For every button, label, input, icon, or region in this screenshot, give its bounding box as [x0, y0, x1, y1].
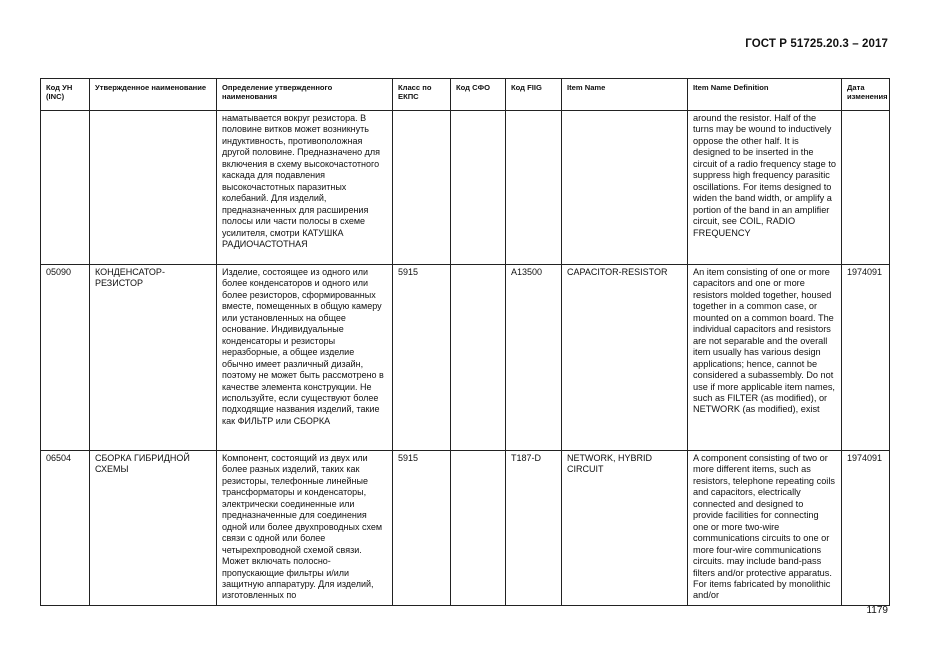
col-header-ekps-class: Класс по ЕКПС — [393, 79, 451, 111]
cell-fiig-code: A13500 — [506, 265, 562, 451]
col-header-change-date: Дата изменения — [842, 79, 890, 111]
cell-definition-ru: Компонент, состоящий из двух или более разных изделий, таких как резисторы, телефонные линейные трансформаторы и конденсаторы, электрически соединенные или предназначенные для соединения одной или более двухпроводных схем связи с одной или более четырехпроводной схемой связи. Может включать полосно-пропускающие фильтры и/или защитную аппаратуру. Для изделий, изготовленных по — [217, 451, 393, 606]
cell-approved-name — [90, 111, 217, 265]
item-name-table — [40, 78, 890, 606]
col-header-item-name-definition: Item Name Definition — [688, 79, 842, 111]
cell-fiig-code: T187-D — [506, 451, 562, 606]
cell-sfo-code — [451, 451, 506, 606]
col-header-inc: Код УН (INC) — [41, 79, 90, 111]
col-header-fiig-code: Код FIIG — [506, 79, 562, 111]
col-header-sfo-code: Код СФО — [451, 79, 506, 111]
cell-definition-en: A component consisting of two or more different items, such as resistors, telephone repeating coils and capacitors, electrically connected and designed to provide facilities for connecting one or more two-wire communications circuits to one or more four-wire communications circuits. may include band-pass filters and/or protective apparatus. For items fabricated by monolithic and/or — [688, 451, 842, 606]
cell-ekps-class: 5915 — [393, 451, 451, 606]
table-row — [41, 111, 890, 265]
cell-change-date — [842, 111, 890, 265]
cell-definition-en: An item consisting of one or more capacitors and one or more resistors molded together, housed together in a common case, or mounted on a common board. The individual capacitors and resistors are not separable and the overall item usually has various design applications; hence, cannot be considered a subassembly. Do not use if more applicable item names, such as FILTER (as modified), or NETWORK (as modified), exist — [688, 265, 842, 451]
cell-definition-ru: наматывается вокруг резистора. В половине витков может возникнуть индуктивность, противоположная другой половине. Предназначено для включения в схему высокочастотного каскада для подавления высокочастотных паразитных колебаний. Для изделий, предназначенных для расширения полосы или части полосы в схеме усилителя, смотри КАТУШКА РАДИОЧАСТОТНАЯ — [217, 111, 393, 265]
cell-ekps-class — [393, 111, 451, 265]
cell-inc — [41, 111, 90, 265]
cell-item-name: CAPACITOR-RESISTOR — [562, 265, 688, 451]
col-header-name-definition: Определение утвержденного наименования — [217, 79, 393, 111]
cell-ekps-class: 5915 — [393, 265, 451, 451]
cell-item-name — [562, 111, 688, 265]
cell-change-date: 1974091 — [842, 265, 890, 451]
col-header-approved-name: Утвержденное наименование — [90, 79, 217, 111]
cell-approved-name: КОНДЕНСАТОР-РЕЗИСТОР — [90, 265, 217, 451]
cell-approved-name: СБОРКА ГИБРИДНОЙ СХЕМЫ — [90, 451, 217, 606]
cell-definition-en: around the resistor. Half of the turns may be wound to inductively oppose the other half. It is designed to be inserted in the circuit of a radio frequency stage to suppress high frequency parasitic oscillations. For items designed to widen the band width, or amplify a portion of the band in an amplifier circuit, see COIL, RADIO FREQUENCY — [688, 111, 842, 265]
document-code: ГОСТ Р 51725.20.3 – 2017 — [745, 38, 888, 50]
cell-sfo-code — [451, 111, 506, 265]
page-number: 1179 — [866, 605, 888, 616]
cell-sfo-code — [451, 265, 506, 451]
cell-inc: 06504 — [41, 451, 90, 606]
cell-inc: 05090 — [41, 265, 90, 451]
cell-item-name: NETWORK, HYBRID CIRCUIT — [562, 451, 688, 606]
table-header-row — [41, 79, 890, 111]
col-header-item-name: Item Name — [562, 79, 688, 111]
table-row — [41, 451, 890, 606]
cell-fiig-code — [506, 111, 562, 265]
cell-definition-ru: Изделие, состоящее из одного или более конденсаторов и одного или более резисторов, сформированных вместе, помещенных в общую камеру или установленных на общее основание. Индивидуальные конденсаторы и резисторы неразборные, а общее изделие обычно имеет различный дизайн, поэтому не может быть рассмотрено в качестве элемента конструкции. Не используйте, если существуют более подходящие названия изделий, такие как ФИЛЬТР или СБОРКА — [217, 265, 393, 451]
cell-change-date: 1974091 — [842, 451, 890, 606]
table-row — [41, 265, 890, 451]
